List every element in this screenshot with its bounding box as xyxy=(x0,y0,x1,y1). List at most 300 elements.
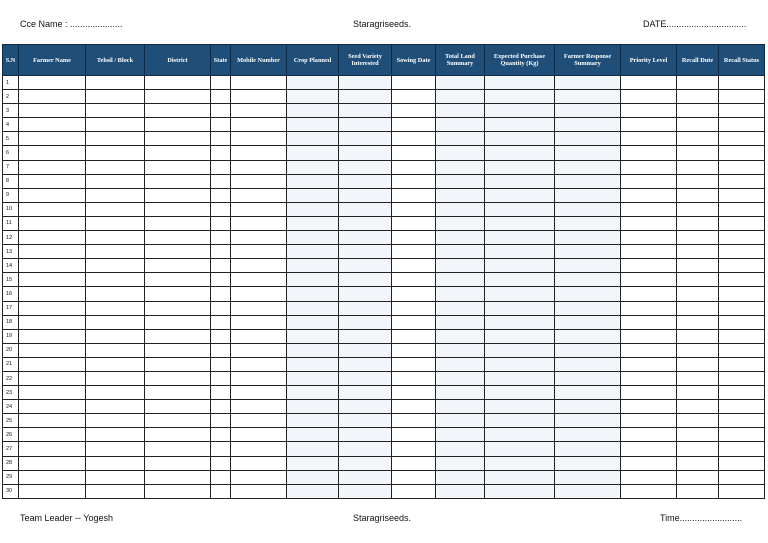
table-cell[interactable] xyxy=(621,132,677,146)
table-cell[interactable] xyxy=(677,371,719,385)
table-cell[interactable] xyxy=(436,259,485,273)
table-cell[interactable] xyxy=(436,132,485,146)
table-cell[interactable] xyxy=(719,329,765,343)
table-cell[interactable] xyxy=(19,90,86,104)
table-cell[interactable] xyxy=(621,231,677,245)
table-cell[interactable] xyxy=(392,273,436,287)
table-cell[interactable] xyxy=(19,442,86,456)
table-cell[interactable] xyxy=(555,414,621,428)
table-cell[interactable] xyxy=(677,216,719,230)
table-cell[interactable] xyxy=(211,245,231,259)
table-cell[interactable] xyxy=(719,357,765,371)
table-cell[interactable] xyxy=(86,371,145,385)
table-cell[interactable] xyxy=(211,76,231,90)
table-cell[interactable] xyxy=(287,329,339,343)
table-cell[interactable] xyxy=(436,414,485,428)
table-cell[interactable] xyxy=(485,118,555,132)
table-cell[interactable] xyxy=(485,160,555,174)
table-cell[interactable] xyxy=(392,484,436,498)
table-cell[interactable] xyxy=(86,146,145,160)
table-cell[interactable] xyxy=(677,76,719,90)
table-cell[interactable] xyxy=(211,400,231,414)
table-cell[interactable] xyxy=(19,132,86,146)
table-cell[interactable] xyxy=(555,76,621,90)
table-cell[interactable] xyxy=(392,442,436,456)
table-cell[interactable] xyxy=(231,456,287,470)
table-cell[interactable] xyxy=(436,188,485,202)
table-cell[interactable] xyxy=(86,188,145,202)
table-cell[interactable] xyxy=(436,287,485,301)
table-cell[interactable] xyxy=(392,76,436,90)
table-cell[interactable] xyxy=(485,484,555,498)
table-cell[interactable] xyxy=(287,343,339,357)
table-cell[interactable] xyxy=(555,357,621,371)
table-cell[interactable] xyxy=(19,428,86,442)
table-cell[interactable] xyxy=(231,76,287,90)
table-cell[interactable] xyxy=(145,371,211,385)
table-cell[interactable] xyxy=(677,484,719,498)
table-cell[interactable] xyxy=(719,470,765,484)
table-cell[interactable] xyxy=(436,386,485,400)
table-cell[interactable] xyxy=(287,357,339,371)
table-cell[interactable] xyxy=(485,329,555,343)
table-cell[interactable] xyxy=(555,386,621,400)
table-cell[interactable] xyxy=(86,174,145,188)
table-cell[interactable] xyxy=(436,470,485,484)
table-cell[interactable] xyxy=(621,160,677,174)
table-cell[interactable] xyxy=(19,301,86,315)
table-cell[interactable] xyxy=(719,343,765,357)
table-cell[interactable] xyxy=(287,287,339,301)
table-cell[interactable] xyxy=(677,301,719,315)
table-cell[interactable] xyxy=(621,287,677,301)
table-cell[interactable] xyxy=(86,259,145,273)
table-cell[interactable] xyxy=(287,442,339,456)
table-cell[interactable] xyxy=(145,343,211,357)
table-cell[interactable] xyxy=(211,484,231,498)
table-cell[interactable] xyxy=(287,146,339,160)
table-cell[interactable] xyxy=(287,456,339,470)
table-cell[interactable] xyxy=(145,174,211,188)
table-cell[interactable] xyxy=(677,414,719,428)
table-cell[interactable] xyxy=(145,386,211,400)
table-cell[interactable] xyxy=(392,202,436,216)
table-cell[interactable] xyxy=(339,484,392,498)
table-cell[interactable] xyxy=(436,245,485,259)
table-cell[interactable] xyxy=(145,329,211,343)
table-cell[interactable] xyxy=(621,76,677,90)
table-cell[interactable] xyxy=(555,456,621,470)
table-cell[interactable] xyxy=(677,357,719,371)
table-cell[interactable] xyxy=(19,386,86,400)
table-cell[interactable] xyxy=(231,287,287,301)
table-cell[interactable] xyxy=(485,90,555,104)
table-cell[interactable] xyxy=(485,371,555,385)
table-cell[interactable] xyxy=(436,146,485,160)
table-cell[interactable] xyxy=(339,216,392,230)
table-cell[interactable] xyxy=(19,329,86,343)
table-cell[interactable] xyxy=(19,287,86,301)
table-cell[interactable] xyxy=(231,315,287,329)
table-cell[interactable] xyxy=(436,371,485,385)
table-cell[interactable] xyxy=(19,188,86,202)
table-cell[interactable] xyxy=(555,259,621,273)
table-cell[interactable] xyxy=(485,343,555,357)
table-cell[interactable] xyxy=(719,146,765,160)
table-cell[interactable] xyxy=(211,456,231,470)
table-cell[interactable] xyxy=(485,188,555,202)
table-cell[interactable] xyxy=(19,484,86,498)
table-cell[interactable] xyxy=(555,90,621,104)
table-cell[interactable] xyxy=(287,160,339,174)
table-cell[interactable] xyxy=(19,76,86,90)
table-cell[interactable] xyxy=(86,484,145,498)
table-cell[interactable] xyxy=(677,470,719,484)
table-cell[interactable] xyxy=(677,245,719,259)
table-cell[interactable] xyxy=(436,216,485,230)
table-cell[interactable] xyxy=(485,132,555,146)
table-cell[interactable] xyxy=(287,400,339,414)
table-cell[interactable] xyxy=(392,160,436,174)
table-cell[interactable] xyxy=(19,174,86,188)
table-cell[interactable] xyxy=(436,90,485,104)
table-cell[interactable] xyxy=(392,456,436,470)
table-cell[interactable] xyxy=(436,484,485,498)
table-cell[interactable] xyxy=(555,216,621,230)
table-cell[interactable] xyxy=(287,90,339,104)
table-cell[interactable] xyxy=(145,160,211,174)
table-cell[interactable] xyxy=(339,456,392,470)
table-cell[interactable] xyxy=(86,315,145,329)
table-cell[interactable] xyxy=(287,428,339,442)
table-cell[interactable] xyxy=(231,470,287,484)
table-cell[interactable] xyxy=(86,470,145,484)
table-cell[interactable] xyxy=(555,371,621,385)
table-cell[interactable] xyxy=(677,118,719,132)
table-cell[interactable] xyxy=(339,386,392,400)
table-cell[interactable] xyxy=(86,104,145,118)
table-cell[interactable] xyxy=(392,428,436,442)
table-cell[interactable] xyxy=(339,160,392,174)
table-cell[interactable] xyxy=(287,371,339,385)
table-cell[interactable] xyxy=(211,132,231,146)
table-cell[interactable] xyxy=(621,400,677,414)
table-cell[interactable] xyxy=(19,273,86,287)
table-cell[interactable] xyxy=(86,76,145,90)
table-cell[interactable] xyxy=(719,259,765,273)
table-cell[interactable] xyxy=(677,231,719,245)
table-cell[interactable] xyxy=(392,174,436,188)
table-cell[interactable] xyxy=(19,371,86,385)
table-cell[interactable] xyxy=(555,442,621,456)
table-cell[interactable] xyxy=(19,343,86,357)
table-cell[interactable] xyxy=(392,90,436,104)
table-cell[interactable] xyxy=(436,315,485,329)
table-cell[interactable] xyxy=(555,202,621,216)
table-cell[interactable] xyxy=(86,245,145,259)
table-cell[interactable] xyxy=(231,104,287,118)
table-cell[interactable] xyxy=(211,301,231,315)
table-cell[interactable] xyxy=(392,188,436,202)
table-cell[interactable] xyxy=(339,245,392,259)
table-cell[interactable] xyxy=(339,132,392,146)
table-cell[interactable] xyxy=(485,470,555,484)
table-cell[interactable] xyxy=(677,132,719,146)
table-cell[interactable] xyxy=(555,132,621,146)
table-cell[interactable] xyxy=(677,259,719,273)
table-cell[interactable] xyxy=(392,357,436,371)
table-cell[interactable] xyxy=(145,357,211,371)
table-cell[interactable] xyxy=(621,357,677,371)
table-cell[interactable] xyxy=(145,188,211,202)
table-cell[interactable] xyxy=(211,231,231,245)
table-cell[interactable] xyxy=(339,174,392,188)
table-cell[interactable] xyxy=(287,174,339,188)
table-cell[interactable] xyxy=(621,386,677,400)
table-cell[interactable] xyxy=(436,301,485,315)
table-cell[interactable] xyxy=(555,273,621,287)
table-cell[interactable] xyxy=(211,160,231,174)
table-cell[interactable] xyxy=(621,273,677,287)
table-cell[interactable] xyxy=(211,146,231,160)
table-cell[interactable] xyxy=(719,442,765,456)
table-cell[interactable] xyxy=(339,202,392,216)
table-cell[interactable] xyxy=(339,329,392,343)
table-cell[interactable] xyxy=(145,414,211,428)
table-cell[interactable] xyxy=(555,470,621,484)
table-cell[interactable] xyxy=(719,76,765,90)
table-cell[interactable] xyxy=(339,414,392,428)
table-cell[interactable] xyxy=(339,428,392,442)
table-cell[interactable] xyxy=(677,160,719,174)
table-cell[interactable] xyxy=(339,104,392,118)
table-cell[interactable] xyxy=(339,442,392,456)
table-cell[interactable] xyxy=(719,118,765,132)
table-cell[interactable] xyxy=(485,301,555,315)
table-cell[interactable] xyxy=(86,343,145,357)
table-cell[interactable] xyxy=(145,301,211,315)
table-cell[interactable] xyxy=(86,231,145,245)
table-cell[interactable] xyxy=(86,301,145,315)
table-cell[interactable] xyxy=(231,90,287,104)
table-cell[interactable] xyxy=(339,357,392,371)
table-cell[interactable] xyxy=(555,146,621,160)
table-cell[interactable] xyxy=(231,188,287,202)
table-cell[interactable] xyxy=(677,273,719,287)
table-cell[interactable] xyxy=(287,188,339,202)
table-cell[interactable] xyxy=(621,484,677,498)
table-cell[interactable] xyxy=(145,484,211,498)
table-cell[interactable] xyxy=(485,104,555,118)
table-cell[interactable] xyxy=(719,90,765,104)
table-cell[interactable] xyxy=(555,428,621,442)
table-cell[interactable] xyxy=(339,287,392,301)
table-cell[interactable] xyxy=(485,245,555,259)
table-cell[interactable] xyxy=(555,245,621,259)
table-cell[interactable] xyxy=(436,104,485,118)
table-cell[interactable] xyxy=(392,146,436,160)
table-cell[interactable] xyxy=(19,231,86,245)
table-cell[interactable] xyxy=(485,231,555,245)
table-cell[interactable] xyxy=(436,273,485,287)
table-cell[interactable] xyxy=(145,287,211,301)
table-cell[interactable] xyxy=(211,90,231,104)
table-cell[interactable] xyxy=(555,160,621,174)
table-cell[interactable] xyxy=(86,456,145,470)
table-cell[interactable] xyxy=(392,315,436,329)
table-cell[interactable] xyxy=(287,315,339,329)
table-cell[interactable] xyxy=(719,414,765,428)
table-cell[interactable] xyxy=(86,442,145,456)
table-cell[interactable] xyxy=(677,104,719,118)
table-cell[interactable] xyxy=(231,484,287,498)
table-cell[interactable] xyxy=(231,301,287,315)
table-cell[interactable] xyxy=(19,456,86,470)
table-cell[interactable] xyxy=(287,118,339,132)
table-cell[interactable] xyxy=(436,329,485,343)
table-cell[interactable] xyxy=(211,428,231,442)
table-cell[interactable] xyxy=(86,90,145,104)
table-cell[interactable] xyxy=(86,414,145,428)
table-cell[interactable] xyxy=(555,329,621,343)
table-cell[interactable] xyxy=(621,118,677,132)
table-cell[interactable] xyxy=(211,273,231,287)
table-cell[interactable] xyxy=(485,287,555,301)
table-cell[interactable] xyxy=(621,343,677,357)
table-cell[interactable] xyxy=(436,343,485,357)
table-cell[interactable] xyxy=(86,160,145,174)
table-cell[interactable] xyxy=(86,132,145,146)
table-cell[interactable] xyxy=(86,357,145,371)
table-cell[interactable] xyxy=(621,90,677,104)
table-cell[interactable] xyxy=(231,329,287,343)
table-cell[interactable] xyxy=(231,357,287,371)
table-cell[interactable] xyxy=(145,132,211,146)
table-cell[interactable] xyxy=(677,329,719,343)
table-cell[interactable] xyxy=(555,188,621,202)
table-cell[interactable] xyxy=(555,174,621,188)
table-cell[interactable] xyxy=(719,245,765,259)
table-cell[interactable] xyxy=(485,259,555,273)
table-cell[interactable] xyxy=(231,160,287,174)
table-cell[interactable] xyxy=(211,188,231,202)
table-cell[interactable] xyxy=(231,386,287,400)
table-cell[interactable] xyxy=(145,470,211,484)
table-cell[interactable] xyxy=(719,301,765,315)
table-cell[interactable] xyxy=(287,76,339,90)
table-cell[interactable] xyxy=(287,484,339,498)
table-cell[interactable] xyxy=(211,104,231,118)
table-cell[interactable] xyxy=(145,456,211,470)
table-cell[interactable] xyxy=(621,202,677,216)
table-cell[interactable] xyxy=(392,287,436,301)
table-cell[interactable] xyxy=(211,386,231,400)
table-cell[interactable] xyxy=(145,231,211,245)
table-cell[interactable] xyxy=(231,174,287,188)
table-cell[interactable] xyxy=(621,329,677,343)
table-cell[interactable] xyxy=(621,174,677,188)
table-cell[interactable] xyxy=(86,428,145,442)
table-cell[interactable] xyxy=(231,273,287,287)
table-cell[interactable] xyxy=(392,400,436,414)
table-cell[interactable] xyxy=(485,202,555,216)
table-cell[interactable] xyxy=(339,118,392,132)
table-cell[interactable] xyxy=(287,301,339,315)
table-cell[interactable] xyxy=(231,442,287,456)
table-cell[interactable] xyxy=(339,343,392,357)
table-cell[interactable] xyxy=(86,287,145,301)
table-cell[interactable] xyxy=(145,400,211,414)
table-cell[interactable] xyxy=(485,386,555,400)
table-cell[interactable] xyxy=(231,216,287,230)
table-cell[interactable] xyxy=(719,216,765,230)
table-cell[interactable] xyxy=(485,456,555,470)
table-cell[interactable] xyxy=(719,386,765,400)
table-cell[interactable] xyxy=(211,470,231,484)
table-cell[interactable] xyxy=(231,371,287,385)
table-cell[interactable] xyxy=(145,428,211,442)
table-cell[interactable] xyxy=(211,315,231,329)
table-cell[interactable] xyxy=(436,456,485,470)
table-cell[interactable] xyxy=(392,216,436,230)
table-cell[interactable] xyxy=(231,343,287,357)
table-cell[interactable] xyxy=(392,301,436,315)
table-cell[interactable] xyxy=(19,259,86,273)
table-cell[interactable] xyxy=(211,442,231,456)
table-cell[interactable] xyxy=(392,371,436,385)
table-cell[interactable] xyxy=(211,216,231,230)
table-cell[interactable] xyxy=(392,329,436,343)
table-cell[interactable] xyxy=(287,386,339,400)
table-cell[interactable] xyxy=(339,146,392,160)
table-cell[interactable] xyxy=(621,442,677,456)
table-cell[interactable] xyxy=(145,202,211,216)
table-cell[interactable] xyxy=(287,414,339,428)
table-cell[interactable] xyxy=(555,231,621,245)
table-cell[interactable] xyxy=(436,442,485,456)
table-cell[interactable] xyxy=(145,90,211,104)
table-cell[interactable] xyxy=(436,202,485,216)
table-cell[interactable] xyxy=(621,301,677,315)
table-cell[interactable] xyxy=(677,202,719,216)
table-cell[interactable] xyxy=(211,329,231,343)
table-cell[interactable] xyxy=(145,216,211,230)
table-cell[interactable] xyxy=(339,259,392,273)
table-cell[interactable] xyxy=(677,315,719,329)
table-cell[interactable] xyxy=(287,273,339,287)
table-cell[interactable] xyxy=(555,287,621,301)
table-cell[interactable] xyxy=(621,456,677,470)
table-cell[interactable] xyxy=(719,315,765,329)
table-cell[interactable] xyxy=(677,188,719,202)
table-cell[interactable] xyxy=(555,343,621,357)
table-cell[interactable] xyxy=(621,428,677,442)
table-cell[interactable] xyxy=(621,216,677,230)
table-cell[interactable] xyxy=(555,484,621,498)
table-cell[interactable] xyxy=(339,231,392,245)
table-cell[interactable] xyxy=(231,231,287,245)
table-cell[interactable] xyxy=(719,174,765,188)
table-cell[interactable] xyxy=(86,400,145,414)
table-cell[interactable] xyxy=(719,132,765,146)
table-cell[interactable] xyxy=(436,400,485,414)
table-cell[interactable] xyxy=(145,245,211,259)
table-cell[interactable] xyxy=(677,400,719,414)
table-cell[interactable] xyxy=(339,188,392,202)
table-cell[interactable] xyxy=(211,259,231,273)
table-cell[interactable] xyxy=(436,174,485,188)
table-cell[interactable] xyxy=(287,259,339,273)
